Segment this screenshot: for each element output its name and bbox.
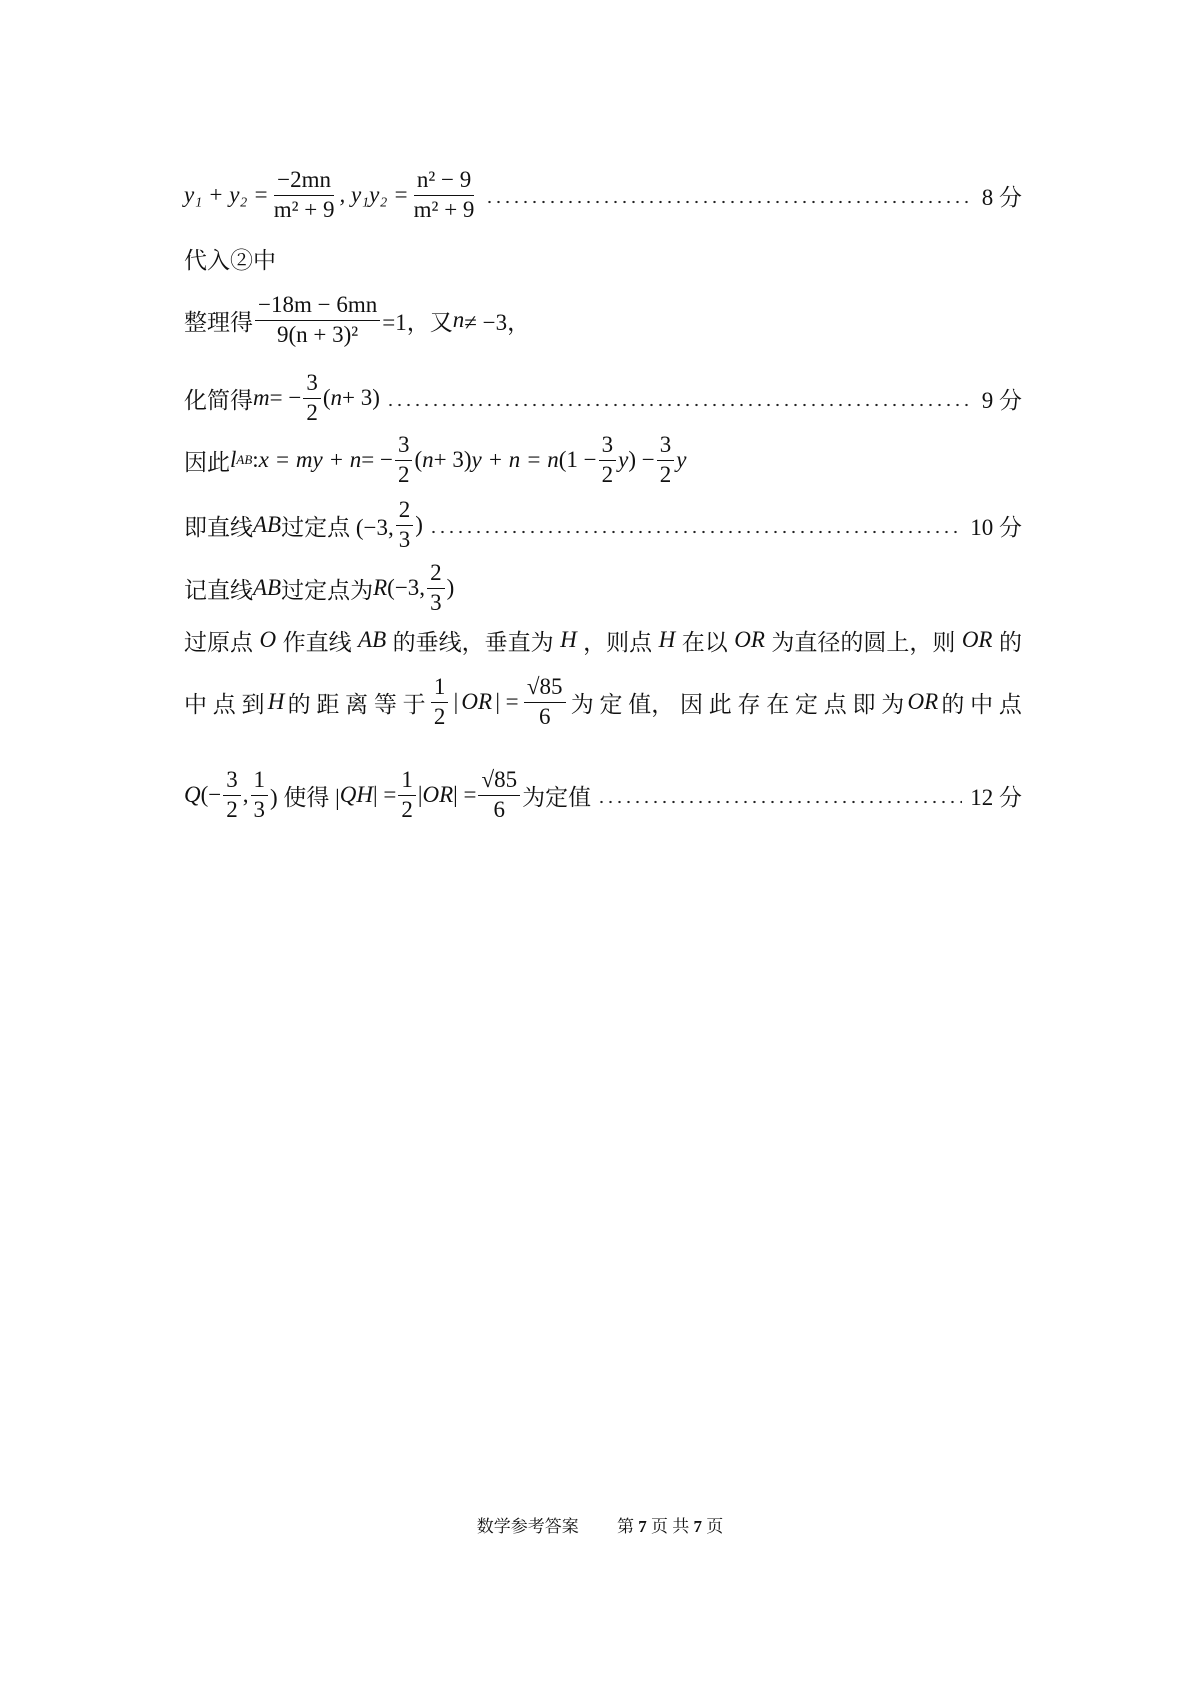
text: ( bbox=[414, 447, 423, 472]
math-text: y bbox=[676, 447, 687, 472]
text: (− bbox=[200, 782, 222, 807]
text: (−3, bbox=[387, 575, 426, 600]
fraction bbox=[398, 767, 416, 823]
text: : bbox=[252, 447, 259, 472]
text: =1，又 bbox=[382, 309, 453, 335]
fraction-denominator: 2 bbox=[306, 399, 318, 425]
text: + 3) bbox=[342, 385, 380, 410]
text: 过定点为 bbox=[281, 577, 374, 603]
text: ) bbox=[446, 575, 455, 600]
solution-line bbox=[184, 228, 1022, 288]
text: ( bbox=[322, 385, 331, 410]
solution-line bbox=[184, 765, 1022, 825]
math-text: OR bbox=[422, 782, 454, 807]
fraction-numerator: 3 bbox=[657, 432, 675, 460]
page-footer bbox=[0, 1512, 1200, 1537]
math-text: Q bbox=[184, 782, 201, 807]
dot-leader bbox=[386, 403, 974, 407]
text: ) bbox=[415, 512, 423, 537]
text: 为定值 bbox=[522, 784, 592, 810]
text: 的 bbox=[998, 629, 1022, 655]
text: (1 − bbox=[558, 447, 597, 472]
math-text: n bbox=[452, 307, 465, 332]
solution-line bbox=[184, 430, 1022, 490]
fraction bbox=[255, 292, 380, 348]
math-text: AB bbox=[253, 512, 282, 537]
solution-line bbox=[184, 290, 1022, 350]
fraction-numerator: 1 bbox=[398, 767, 416, 795]
fraction-denominator: 2 bbox=[659, 461, 672, 487]
text: 过定点 (−3, bbox=[281, 514, 394, 540]
score-label: 10 分 bbox=[970, 514, 1022, 540]
math-text: m bbox=[253, 385, 270, 410]
math-text: OR bbox=[907, 689, 939, 714]
fraction-denominator: 3 bbox=[430, 589, 442, 615]
fraction bbox=[599, 432, 617, 488]
score-label: 9 分 bbox=[981, 387, 1022, 413]
fraction-numerator: 2 bbox=[396, 497, 414, 525]
fraction-denominator: 2 bbox=[601, 461, 614, 487]
dot-leader bbox=[485, 200, 973, 204]
text: | = bbox=[373, 782, 397, 807]
math-text: H bbox=[658, 627, 676, 652]
text: 记直线 bbox=[184, 577, 253, 603]
text: 在以 bbox=[681, 629, 728, 655]
math-text: y + n = n bbox=[471, 447, 559, 472]
fraction-denominator: 2 bbox=[226, 796, 238, 822]
math-text: n bbox=[422, 447, 434, 472]
fraction-numerator: −18m − 6mn bbox=[255, 292, 380, 320]
fraction-numerator: 1 bbox=[431, 674, 449, 702]
math-text: QH bbox=[339, 782, 374, 807]
text: = − bbox=[269, 385, 302, 410]
solution-line bbox=[184, 672, 1022, 732]
math-text: O bbox=[259, 627, 277, 652]
footer-page-prefix: 第 bbox=[617, 1517, 634, 1536]
math-text: OR bbox=[734, 627, 765, 652]
text: 化简得 bbox=[184, 387, 253, 413]
fraction bbox=[223, 767, 241, 823]
text: 的垂线，垂直为 bbox=[392, 629, 554, 655]
subscript: AB bbox=[236, 452, 253, 467]
text: 为直径的圆上，则 bbox=[771, 629, 956, 655]
fraction-numerator: √85 bbox=[524, 674, 566, 702]
math-text: l bbox=[230, 447, 237, 472]
fraction-denominator: 2 bbox=[401, 796, 413, 822]
math-text: AB bbox=[358, 627, 387, 652]
fraction-numerator: 1 bbox=[251, 767, 269, 795]
text: 即直线 bbox=[184, 514, 253, 540]
dot-leader bbox=[429, 530, 962, 534]
text: , bbox=[242, 782, 249, 807]
fraction bbox=[396, 497, 414, 553]
fraction bbox=[411, 167, 478, 223]
text: | = bbox=[495, 689, 519, 714]
text: 整理得 bbox=[184, 309, 253, 335]
fraction bbox=[427, 560, 445, 616]
math-text: , y₁y₂ = bbox=[339, 182, 409, 207]
footer-page-total: 7 bbox=[693, 1517, 702, 1536]
text: 过原点 bbox=[184, 629, 253, 655]
footer-page-suffix: 页 bbox=[706, 1517, 724, 1536]
text: 的 中 点 bbox=[941, 691, 1022, 717]
math-text: OR bbox=[961, 627, 993, 652]
fraction-denominator: m² + 9 bbox=[273, 196, 335, 222]
text: + 3) bbox=[433, 447, 472, 472]
fraction-numerator: 3 bbox=[599, 432, 617, 460]
fraction-denominator: 3 bbox=[253, 796, 266, 822]
fraction-denominator: 2 bbox=[397, 461, 410, 487]
score-label: 12 分 bbox=[970, 784, 1022, 810]
dot-leader bbox=[597, 800, 962, 804]
solution-line bbox=[184, 558, 1022, 618]
text: ) − bbox=[628, 447, 655, 472]
math-text: x = my + n bbox=[258, 447, 362, 472]
fraction-numerator: √85 bbox=[478, 767, 520, 795]
math-text: H bbox=[560, 627, 577, 652]
text: 代入②中 bbox=[184, 247, 276, 273]
footer-page-number: 7 bbox=[638, 1517, 647, 1536]
fraction-denominator: 2 bbox=[433, 703, 446, 729]
text: ≠ −3， bbox=[464, 309, 531, 335]
fraction-numerator: 3 bbox=[223, 767, 241, 795]
fraction bbox=[478, 767, 520, 823]
fraction bbox=[395, 432, 413, 488]
solution-line bbox=[184, 165, 1022, 225]
fraction bbox=[251, 767, 269, 823]
fraction-numerator: 3 bbox=[303, 370, 321, 398]
fraction bbox=[271, 167, 338, 223]
fraction-numerator: n² − 9 bbox=[414, 167, 474, 195]
fraction-denominator: 9(n + 3)² bbox=[277, 321, 359, 347]
text: = − bbox=[361, 447, 393, 472]
fraction bbox=[303, 370, 321, 426]
fraction-numerator: 2 bbox=[427, 560, 445, 588]
math-text: n bbox=[330, 385, 342, 410]
math-text: AB bbox=[253, 575, 282, 600]
text: ) 使得 | bbox=[270, 784, 340, 810]
fraction bbox=[431, 674, 449, 730]
fraction-numerator: −2mn bbox=[274, 167, 334, 195]
text: ，则点 bbox=[583, 629, 653, 655]
fraction-denominator: 6 bbox=[538, 703, 551, 729]
text: | bbox=[453, 689, 459, 714]
math-text: y₁ + y₂ = bbox=[184, 182, 269, 207]
fraction-denominator: 3 bbox=[398, 526, 411, 552]
fraction bbox=[657, 432, 675, 488]
math-text: y bbox=[618, 447, 629, 472]
text: | bbox=[417, 782, 423, 807]
text: 因此 bbox=[184, 449, 230, 475]
footer-page-mid: 页 共 bbox=[651, 1517, 690, 1536]
fraction-denominator: 6 bbox=[493, 796, 506, 822]
fraction bbox=[524, 674, 566, 730]
score-label: 8 分 bbox=[981, 184, 1022, 210]
math-text: R bbox=[373, 575, 388, 600]
solution-line bbox=[184, 368, 1022, 428]
fraction-numerator: 3 bbox=[395, 432, 413, 460]
text: 中 点 到 bbox=[184, 691, 265, 717]
text: 的 距 离 等 于 bbox=[287, 691, 426, 717]
fraction-denominator: m² + 9 bbox=[413, 196, 475, 222]
text: 作直线 bbox=[282, 629, 352, 655]
solution-line bbox=[184, 610, 1022, 670]
text: 为 定 值， 因 此 存 在 定 点 即 为 bbox=[570, 691, 905, 717]
math-text: OR bbox=[461, 689, 493, 714]
text: | = bbox=[453, 782, 477, 807]
solution-line bbox=[184, 495, 1022, 555]
math-text: H bbox=[267, 689, 285, 714]
footer-subject: 数学参考答案 bbox=[476, 1517, 579, 1536]
